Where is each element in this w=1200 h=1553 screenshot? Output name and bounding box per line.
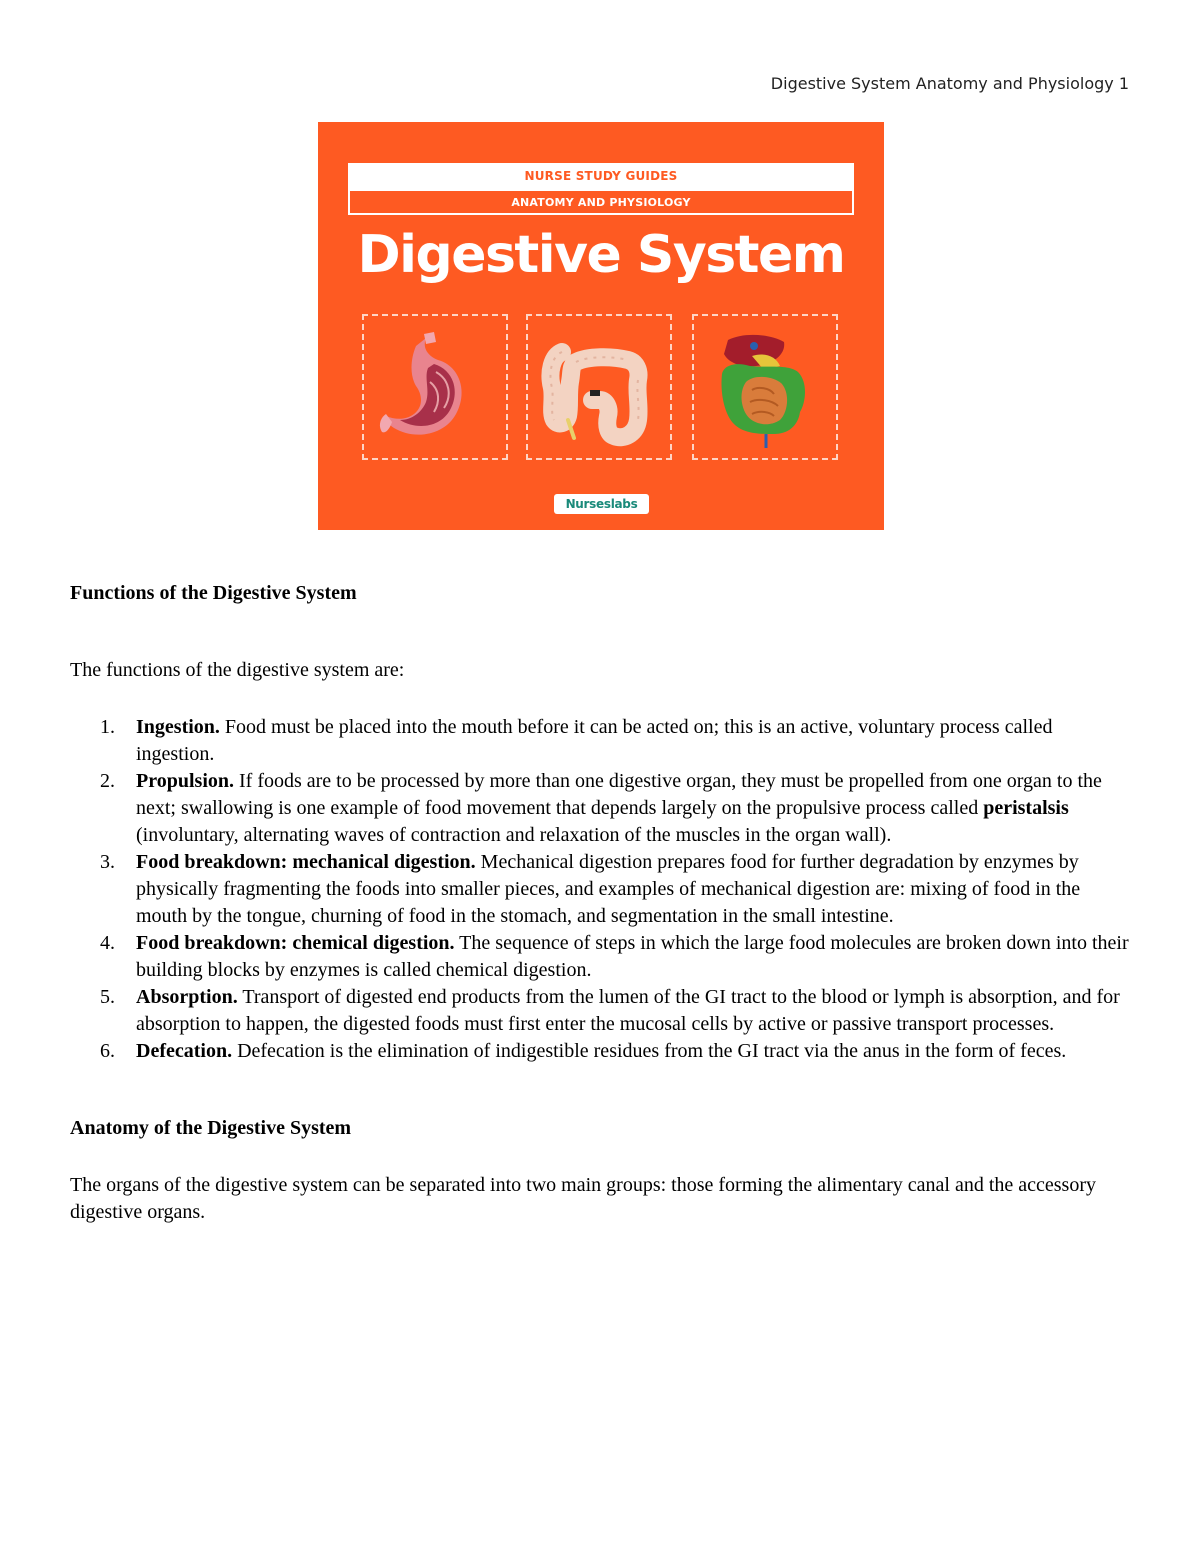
banner-tag-bottom: ANATOMY AND PHYSIOLOGY <box>348 189 854 215</box>
digestive-organs-icon <box>694 316 840 462</box>
list-text: Defecation is the elimination of indigestible residues from the GI tract via the anus in the form of feces. <box>232 1040 1067 1062</box>
list-term: Propulsion. <box>136 770 234 792</box>
functions-heading: Functions of the Digestive System <box>70 582 357 604</box>
list-inline-bold: peristalsis <box>983 797 1069 819</box>
anatomy-paragraph: The organs of the digestive system can be separated into two main groups: those forming the alimentary canal and the accessory digestive organs. <box>70 1174 1096 1223</box>
list-item <box>70 849 1130 930</box>
large-intestine-icon <box>528 316 674 462</box>
list-number: 5. <box>100 986 115 1008</box>
list-number: 1. <box>100 716 115 738</box>
list-term: Ingestion. <box>136 716 220 738</box>
functions-intro: The functions of the digestive system are: <box>70 659 405 681</box>
list-term: Absorption. <box>136 986 238 1008</box>
list-text: The sequence of steps in which the large food molecules are broken down into their building blocks by enzymes is called chemical digestion. <box>136 932 1129 981</box>
list-item <box>70 1038 1130 1065</box>
nurseslabs-logo: Nurseslabs <box>554 494 649 514</box>
list-text: If foods are to be processed by more than one digestive organ, they must be propelled from one organ to the next; swallowing is one example of food movement that depends largely on the propulsive process called <box>136 770 1102 819</box>
list-item <box>70 984 1130 1038</box>
stomach-panel <box>362 314 508 460</box>
list-number: 3. <box>100 851 115 873</box>
banner-tag-top: NURSE STUDY GUIDES <box>348 163 854 189</box>
list-number: 2. <box>100 770 115 792</box>
list-number: 6. <box>100 1040 115 1062</box>
list-text: Transport of digested end products from the lumen of the GI tract to the blood or lymph is absorption, and for absorption to happen, the digested foods must first enter the mucosal cells by active or passive transport processes. <box>136 986 1120 1035</box>
stomach-icon <box>364 316 510 462</box>
organs-panel <box>692 314 838 460</box>
list-term: Food breakdown: chemical digestion. <box>136 932 455 954</box>
list-item <box>70 768 1130 849</box>
banner-title: Digestive System <box>357 225 845 285</box>
intestine-panel <box>526 314 672 460</box>
list-term: Defecation. <box>136 1040 233 1062</box>
list-text: Mechanical digestion prepares food for further degradation by enzymes by physically fragmenting the foods into smaller pieces, and examples of mechanical digestion are: mixing of food in the mouth by the tongue, churning of food in the stomach, and segmentation in the small intestine. <box>136 851 1081 927</box>
anatomy-heading: Anatomy of the Digestive System <box>70 1117 352 1139</box>
list-item <box>70 930 1130 984</box>
cover-banner <box>318 122 884 530</box>
document-body <box>70 580 1130 1226</box>
list-text: Food must be placed into the mouth before it can be acted on; this is an active, voluntary process called ingestion. <box>136 716 1053 765</box>
list-number: 4. <box>100 932 115 954</box>
list-item <box>70 714 1130 768</box>
functions-list <box>70 714 1130 1065</box>
list-text: (involuntary, alternating waves of contraction and relaxation of the muscles in the organ wall). <box>136 824 892 846</box>
running-header: Digestive System Anatomy and Physiology 1 <box>770 74 1129 93</box>
list-term: Food breakdown: mechanical digestion. <box>136 851 476 873</box>
